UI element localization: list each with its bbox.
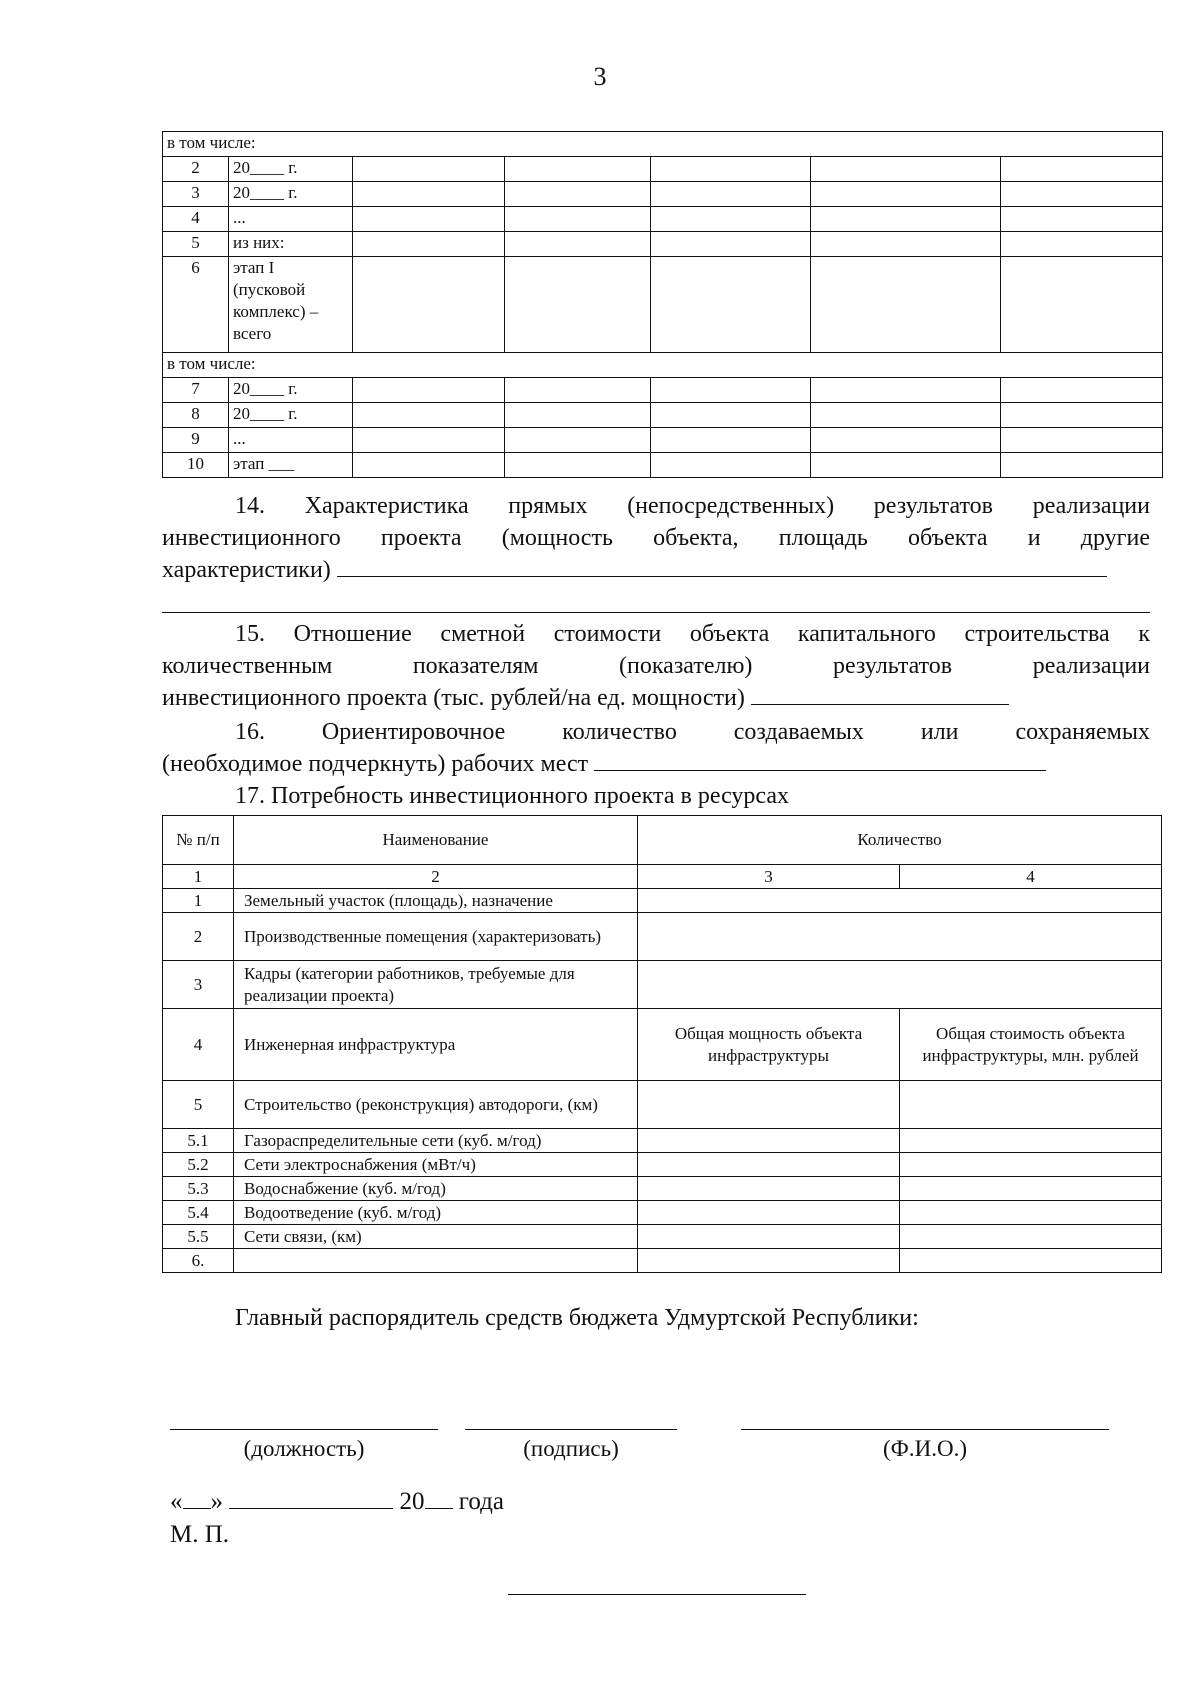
- cell: [353, 257, 505, 353]
- table-row: [163, 182, 1163, 207]
- row-number: 2: [163, 157, 229, 182]
- cost-cell: [900, 1225, 1162, 1249]
- item14-answer-line-2[interactable]: [162, 612, 1150, 613]
- index-cell: 3: [638, 865, 900, 889]
- table-row: [163, 1177, 1162, 1201]
- row-name: Водоснабжение (куб. м/год): [234, 1177, 638, 1201]
- cell: [505, 257, 651, 353]
- table-row: [163, 207, 1163, 232]
- name-line[interactable]: [741, 1429, 1109, 1430]
- table-row: [163, 1249, 1162, 1273]
- cell: [1001, 403, 1163, 428]
- row-number: 5.5: [163, 1225, 234, 1249]
- cell: [353, 157, 505, 182]
- cost-cell: [900, 1153, 1162, 1177]
- index-cell: 1: [163, 865, 234, 889]
- capacity-cell: [638, 1153, 900, 1177]
- date-close-quote: »: [210, 1488, 223, 1515]
- row-name: [234, 1249, 638, 1273]
- table-row: [163, 1129, 1162, 1153]
- year-suffix: года: [458, 1488, 504, 1515]
- span-row-label: в том числе:: [163, 353, 1163, 378]
- cell: [651, 378, 811, 403]
- cell: [811, 157, 1001, 182]
- table-index-row: [163, 865, 1162, 889]
- table-row: [163, 157, 1163, 182]
- cell: [811, 207, 1001, 232]
- capacity-cell: [638, 1177, 900, 1201]
- cell: [1001, 182, 1163, 207]
- quantity-cell: [638, 889, 1162, 913]
- item15-line1: 15. Отношение сметной стоимости объекта капитального строительства к: [235, 621, 1150, 647]
- item16-line2: [162, 748, 1150, 780]
- bottom-line: [508, 1594, 806, 1595]
- row-number: 5.1: [163, 1129, 234, 1153]
- table-row: [163, 889, 1162, 913]
- cost-header: Общая стоимость объекта инфраструктуры, млн. рублей: [900, 1009, 1162, 1081]
- quantity-cell: [638, 913, 1162, 961]
- cell: [811, 403, 1001, 428]
- cost-cell: [900, 1129, 1162, 1153]
- row-label: ...: [229, 428, 353, 453]
- row-number: 9: [163, 428, 229, 453]
- row-name: Производственные помещения (характеризовать): [234, 913, 638, 961]
- capacity-header: Общая мощность объекта инфраструктуры: [638, 1009, 900, 1081]
- item15-line3-text: инвестиционного проекта (тыс. рублей/на ед. мощности): [162, 685, 745, 711]
- cost-cell: [900, 1249, 1162, 1273]
- row-name: Земельный участок (площадь), назначение: [234, 889, 638, 913]
- cell: [811, 232, 1001, 257]
- date-open-quote: «: [170, 1488, 183, 1515]
- item16-answer-line[interactable]: [594, 748, 1046, 771]
- cell: [651, 207, 811, 232]
- row-label: ...: [229, 207, 353, 232]
- capacity-cell: [638, 1201, 900, 1225]
- row-name: Инженерная инфраструктура: [234, 1009, 638, 1081]
- row-number: 4: [163, 207, 229, 232]
- row-name: Водоотведение (куб. м/год): [234, 1201, 638, 1225]
- item16-line2-text: (необходимое подчеркнуть) рабочих мест: [162, 751, 589, 777]
- cell: [651, 428, 811, 453]
- index-cell: 4: [900, 865, 1162, 889]
- row-number: 6: [163, 257, 229, 353]
- cell: [353, 207, 505, 232]
- table-row: [163, 132, 1163, 157]
- cell: [1001, 257, 1163, 353]
- cell: [1001, 428, 1163, 453]
- cell: [651, 232, 811, 257]
- row-number: 2: [163, 913, 234, 961]
- cell: [353, 453, 505, 478]
- row-number: 7: [163, 378, 229, 403]
- schedule-table: [162, 131, 1163, 478]
- row-name: Газораспределительные сети (куб. м/год): [234, 1129, 638, 1153]
- label-line: комплекс) –: [233, 302, 319, 321]
- table-row: [163, 1009, 1162, 1081]
- cell: [651, 182, 811, 207]
- cell: [811, 182, 1001, 207]
- table-row: [163, 453, 1163, 478]
- item15-answer-line[interactable]: [751, 682, 1009, 705]
- row-label: [229, 257, 353, 353]
- position-line[interactable]: [170, 1429, 438, 1430]
- index-cell: 2: [234, 865, 638, 889]
- row-label: 20____ г.: [229, 157, 353, 182]
- cell: [651, 453, 811, 478]
- row-number: 6.: [163, 1249, 234, 1273]
- year-field[interactable]: [425, 1486, 453, 1509]
- table-row: [163, 428, 1163, 453]
- table-row: [163, 1081, 1162, 1129]
- table-header-row: [163, 816, 1162, 865]
- cell: [353, 403, 505, 428]
- cell: [505, 378, 651, 403]
- cell: [353, 232, 505, 257]
- item14-line3-text: характеристики): [162, 557, 331, 583]
- cell: [811, 428, 1001, 453]
- cell: [651, 157, 811, 182]
- row-number: 5: [163, 232, 229, 257]
- cell: [1001, 157, 1163, 182]
- table-row: [163, 353, 1163, 378]
- row-number: 5.3: [163, 1177, 234, 1201]
- table-row: [163, 403, 1163, 428]
- position-label: (должность): [243, 1436, 365, 1461]
- page-number: 3: [593, 62, 607, 91]
- cell: [505, 157, 651, 182]
- capacity-cell: [638, 1081, 900, 1129]
- item15-line3: [162, 682, 1150, 714]
- item14-answer-line[interactable]: [337, 554, 1107, 577]
- cell: [505, 232, 651, 257]
- cell: [505, 182, 651, 207]
- table-row: [163, 1201, 1162, 1225]
- signature-label: (подпись): [523, 1436, 619, 1461]
- row-label: 20____ г.: [229, 182, 353, 207]
- header-quantity: Количество: [638, 816, 1162, 865]
- resources-table: [162, 815, 1162, 1273]
- item16-line1: 16. Ориентировочное количество создаваемых или сохраняемых: [235, 719, 1150, 745]
- month-field[interactable]: [229, 1486, 393, 1509]
- header-name: Наименование: [234, 816, 638, 865]
- row-label: этап ___: [229, 453, 353, 478]
- quantity-cell: [638, 961, 1162, 1009]
- cell: [353, 182, 505, 207]
- row-number: 5: [163, 1081, 234, 1129]
- header-num: № п/п: [163, 816, 234, 865]
- capacity-cell: [638, 1225, 900, 1249]
- item14-line1: 14. Характеристика прямых (непосредственных) результатов реализации: [235, 493, 1150, 519]
- signature-line[interactable]: [465, 1429, 677, 1430]
- label-line: этап I: [233, 258, 275, 277]
- row-number: 8: [163, 403, 229, 428]
- cell: [811, 257, 1001, 353]
- row-number: 4: [163, 1009, 234, 1081]
- cell: [811, 453, 1001, 478]
- cell: [353, 378, 505, 403]
- capacity-cell: [638, 1129, 900, 1153]
- row-name: Строительство (реконструкция) автодороги, (км): [234, 1081, 638, 1129]
- cost-cell: [900, 1081, 1162, 1129]
- table-row: [163, 257, 1163, 353]
- table-row: [163, 961, 1162, 1009]
- row-number: 1: [163, 889, 234, 913]
- table-row: [163, 378, 1163, 403]
- label-line: (пусковой: [233, 280, 306, 299]
- row-number: 3: [163, 961, 234, 1009]
- cell: [651, 257, 811, 353]
- row-name: Кадры (категории работников, требуемые для реализации проекта): [234, 961, 638, 1009]
- table-row: [163, 913, 1162, 961]
- cell: [811, 378, 1001, 403]
- cell: [505, 453, 651, 478]
- cell: [651, 403, 811, 428]
- signature-heading: Главный распорядитель средств бюджета Удмуртской Республики:: [235, 1305, 919, 1331]
- cell: [1001, 453, 1163, 478]
- name-label: (Ф.И.О.): [883, 1436, 967, 1461]
- day-field[interactable]: [183, 1486, 211, 1509]
- item17-title: 17. Потребность инвестиционного проекта в ресурсах: [235, 783, 790, 809]
- row-label: 20____ г.: [229, 378, 353, 403]
- stamp-label: М. П.: [170, 1521, 230, 1548]
- row-number: 5.2: [163, 1153, 234, 1177]
- cell: [1001, 232, 1163, 257]
- table-row: [163, 232, 1163, 257]
- row-label: из них:: [229, 232, 353, 257]
- cell: [505, 428, 651, 453]
- row-number: 5.4: [163, 1201, 234, 1225]
- item14-line2: инвестиционного проекта (мощность объекта, площадь объекта и другие: [162, 525, 1150, 551]
- label-line: всего: [233, 324, 272, 343]
- cell: [353, 428, 505, 453]
- cell: [1001, 378, 1163, 403]
- date-line: [170, 1486, 504, 1516]
- table-row: [163, 1225, 1162, 1249]
- year-prefix: 20: [399, 1488, 425, 1515]
- cost-cell: [900, 1201, 1162, 1225]
- item15-line2: количественным показателям (показателю) результатов реализации: [162, 653, 1150, 679]
- cell: [505, 207, 651, 232]
- row-number: 3: [163, 182, 229, 207]
- capacity-cell: [638, 1249, 900, 1273]
- item14-line3: [162, 554, 1150, 586]
- row-name: Сети электроснабжения (мВт/ч): [234, 1153, 638, 1177]
- cell: [505, 403, 651, 428]
- span-row-label: в том числе:: [163, 132, 1163, 157]
- row-label: 20____ г.: [229, 403, 353, 428]
- table-row: [163, 1153, 1162, 1177]
- cell: [1001, 207, 1163, 232]
- row-number: 10: [163, 453, 229, 478]
- row-name: Сети связи, (км): [234, 1225, 638, 1249]
- cost-cell: [900, 1177, 1162, 1201]
